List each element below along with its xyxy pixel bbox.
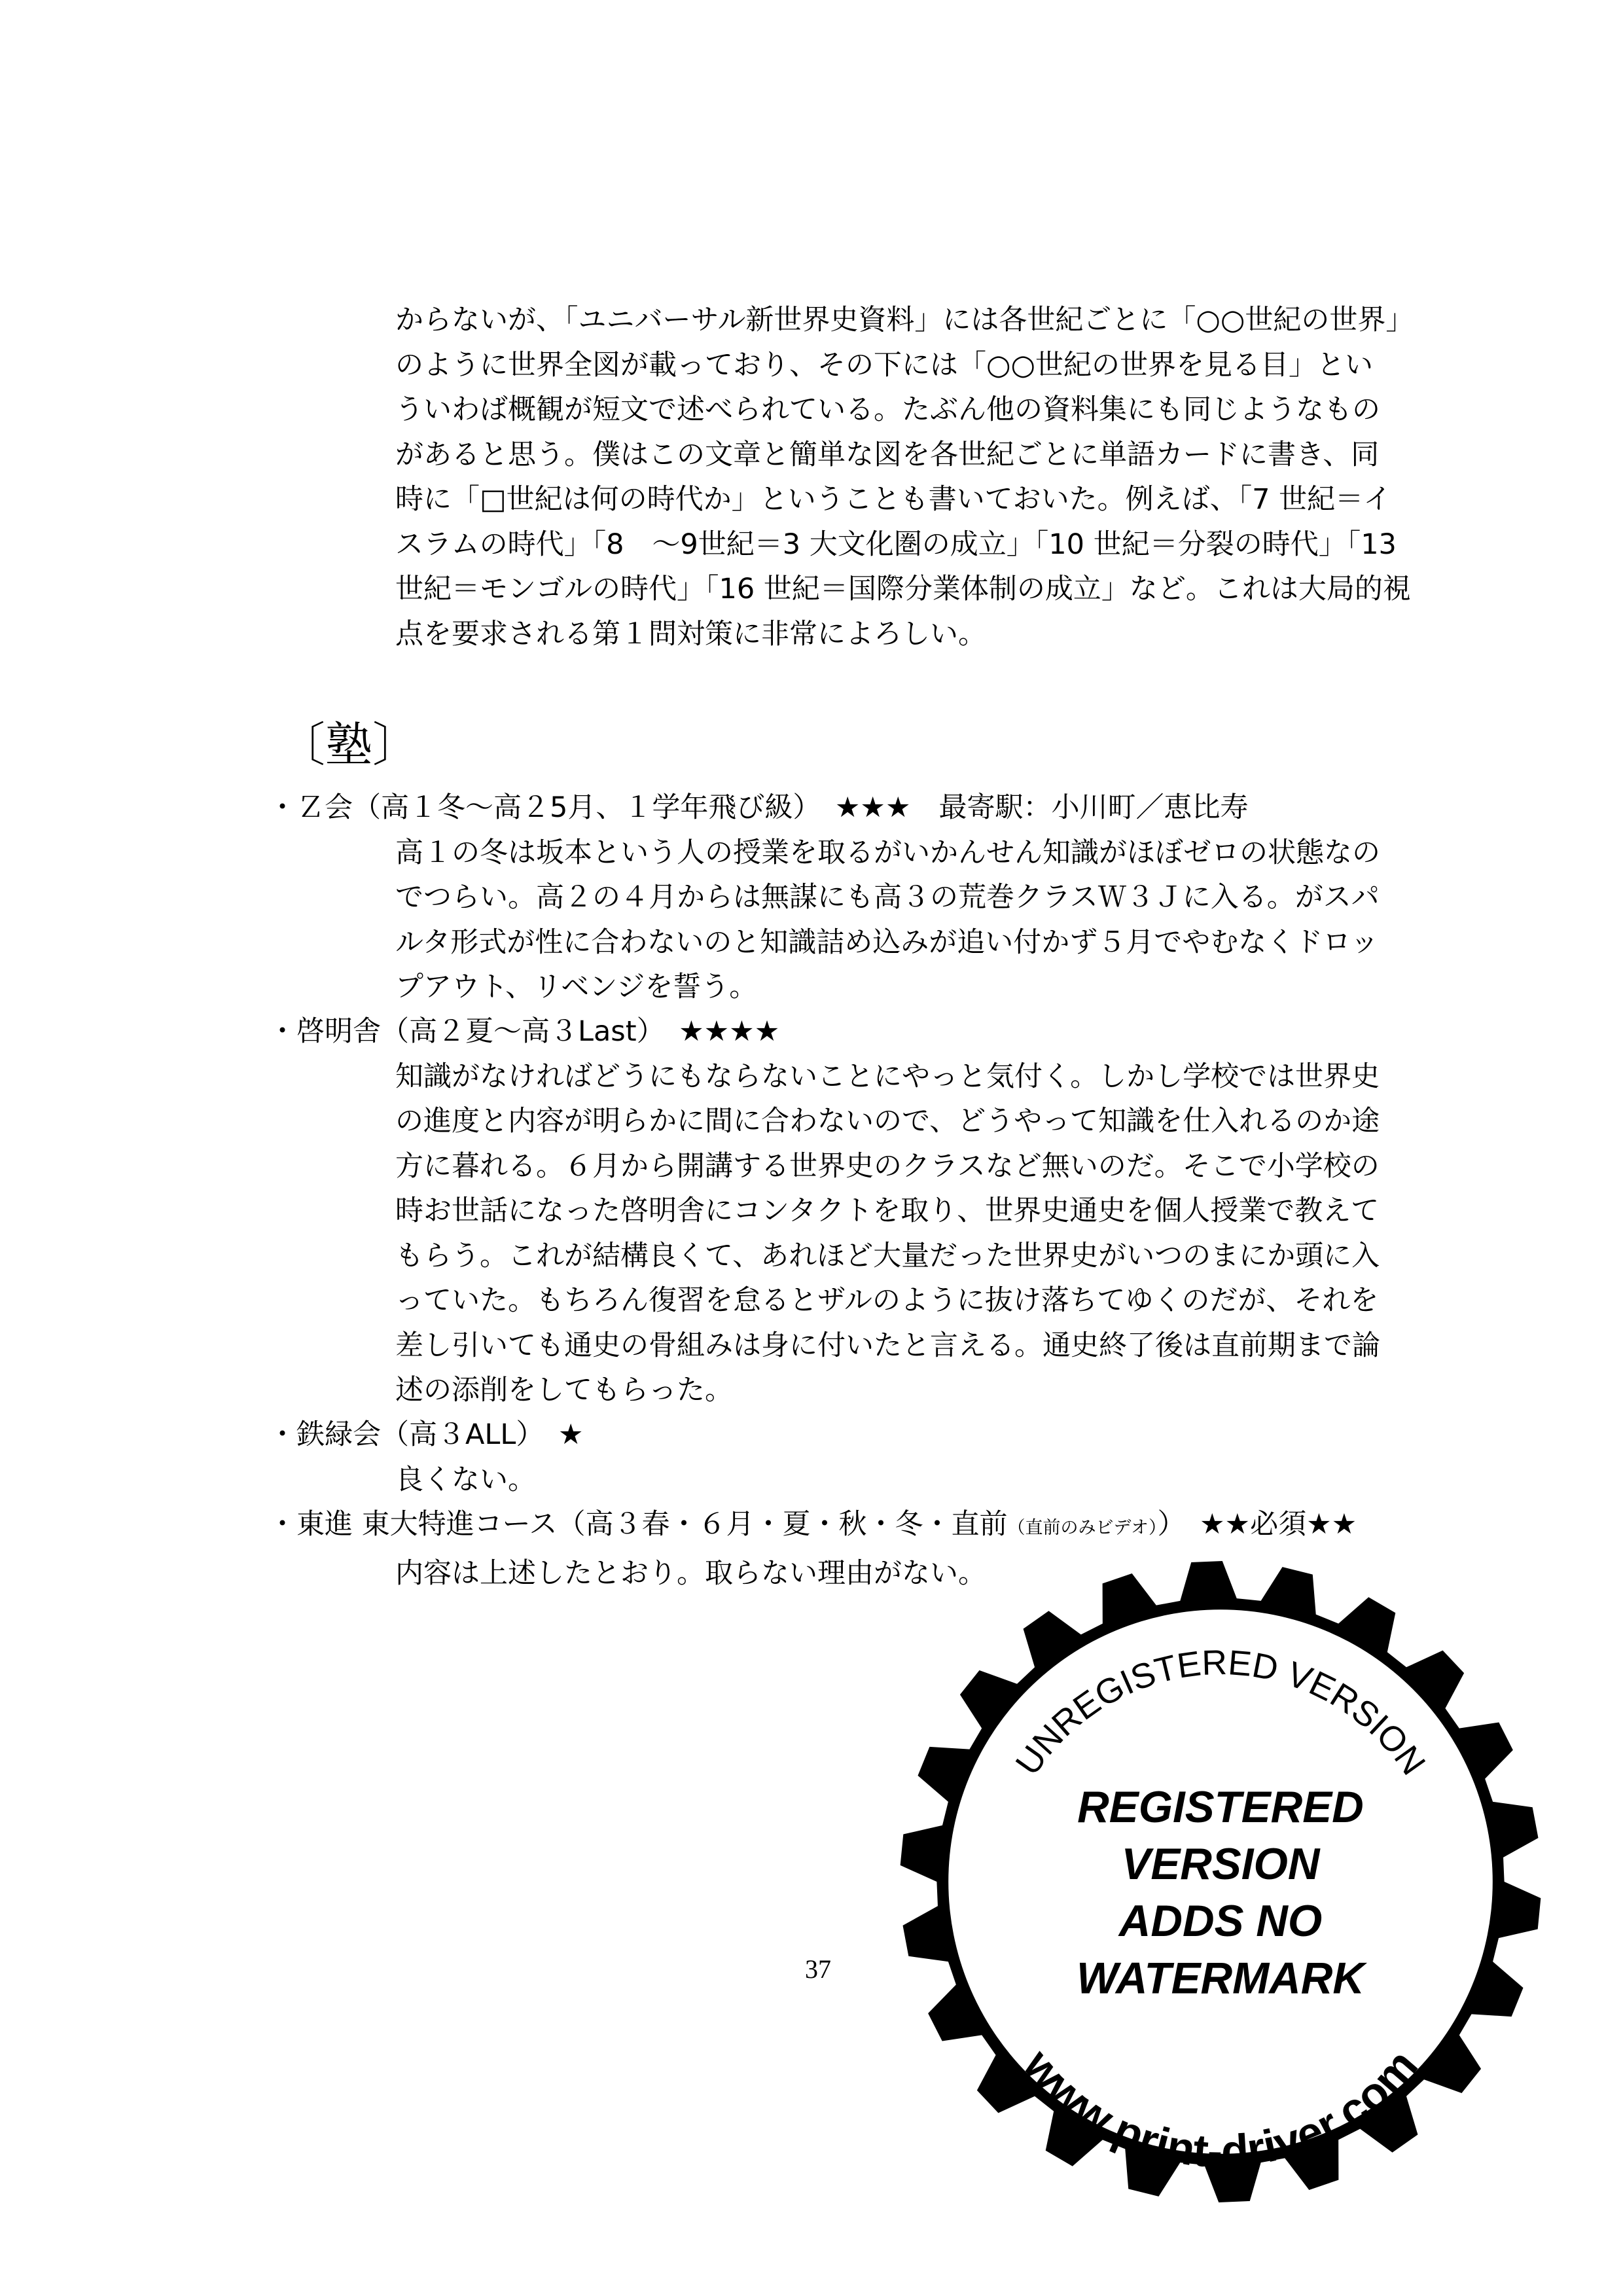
entry-heading: ・鉄緑会（高３ALL） ★ — [268, 1418, 584, 1451]
text-line: スラムの時代」「8 ～9世紀＝3 大文化圏の成立」「10 世紀＝分裂の時代」「13 — [395, 528, 1397, 561]
entry-description — [268, 831, 1381, 1010]
entry-keimeisha — [268, 1009, 1381, 1413]
seal-arc-text: UNREGISTERED VERSION — [1008, 1643, 1433, 1782]
text-line: 述の添削をしてもらった。 — [395, 1374, 733, 1407]
text-line: ルタ形式が性に合わないのと知識詰め込みが追い付かず５月でやむなくドロッ — [395, 925, 1379, 959]
text-line: 知識がなければどうにもならないことにやっと気付く。しかし学校では世界史 — [395, 1060, 1380, 1093]
text-line: プアウト、リベンジを誓う。 — [395, 971, 758, 1003]
entry-heading: ・Ｚ会（高１冬～高２5月、１学年飛び級） ★★★ 最寄駅：小川町／恵比寿 — [268, 791, 1249, 824]
entry-heading-main: ・東進 東大特進コース（高３春・６月・夏・秋・冬・直前 — [268, 1508, 1008, 1541]
entry-description — [268, 1054, 1381, 1413]
seal-line: VERSION — [1121, 1840, 1320, 1890]
text-line: 点を要求される第１問対策に非常によろしい。 — [395, 617, 986, 651]
watermark-seal — [897, 1558, 1544, 2206]
section-heading: 〔塾〕 — [278, 717, 420, 772]
entry-z-kai — [268, 785, 1381, 1010]
entry-heading-note: （直前のみビデオ） — [1007, 1518, 1158, 1538]
seal-line: ADDS NO — [1118, 1897, 1323, 1946]
entry-description — [268, 1458, 1381, 1503]
text-line: 良くない。 — [395, 1463, 536, 1496]
text-line: ういわば概観が短文で述べられている。たぶん他の資料集にも同じようなもの — [395, 393, 1380, 426]
text-line: からないが、「ユニバーサル新世界史資料」には各世紀ごとに「○○世紀の世界」 — [395, 304, 1414, 336]
entry-heading-tail: ） ★★必須★★ — [1157, 1508, 1357, 1541]
text-line: があると思う。僕はこの文章と簡単な図を各世紀ごとに単語カードに書き、同 — [395, 438, 1380, 471]
seal-line: REGISTERED — [1077, 1782, 1364, 1832]
entry-heading: ・啓明舎（高２夏～高３Last） ★★★★ — [268, 1015, 780, 1048]
text-line: っていた。もちろん復習を怠るとザルのように抜け落ちてゆくのだが、それを — [395, 1284, 1379, 1317]
entry-heading — [268, 1502, 1381, 1551]
text-line: 時に「□世紀は何の時代か」ということも書いておいた。例えば、「7 世紀＝イ — [395, 483, 1392, 516]
page-number: 37 — [805, 1954, 831, 1984]
intro-paragraph — [395, 298, 1414, 656]
seal-line: WATERMARK — [1077, 1954, 1364, 2003]
text-line: 差し引いても通史の骨組みは身に付いたと言える。通史終了後は直前期まで論 — [395, 1329, 1380, 1362]
seal-url-text: www.print-driver.com — [1014, 2039, 1427, 2178]
text-line: 方に暮れる。６月から開講する世界史のクラスなど無いのだ。そこで小学校の — [395, 1149, 1380, 1183]
text-line: でつらい。高２の４月からは無謀にも高３の荒巻クラスＷ３Ｊに入る。がスパ — [395, 881, 1380, 914]
text-line: 内容は上述したとおり。取らない理由がない。 — [395, 1556, 986, 1590]
text-line: のように世界全図が載っており、その下には「○○世紀の世界を見る目」とい — [395, 348, 1374, 382]
text-line: もらう。これが結構良くて、あれほど大量だった世界史がいつのまにか頭に入 — [395, 1239, 1380, 1272]
text-line: の進度と内容が明らかに間に合わないので、どうやって知識を仕入れるのか途 — [395, 1105, 1380, 1138]
entry-tetsuryokukai — [268, 1412, 1381, 1502]
text-line: 高１の冬は坂本という人の授業を取るがいかんせん知識がほぼゼロの状態なの — [395, 836, 1380, 869]
text-line: 世紀＝モンゴルの時代」「16 世紀＝国際分業体制の成立」など。これは大局的視 — [395, 573, 1411, 605]
text-line: 時お世話になった啓明舎にコンタクトを取り、世界史通史を個人授業で教えて — [395, 1194, 1380, 1227]
